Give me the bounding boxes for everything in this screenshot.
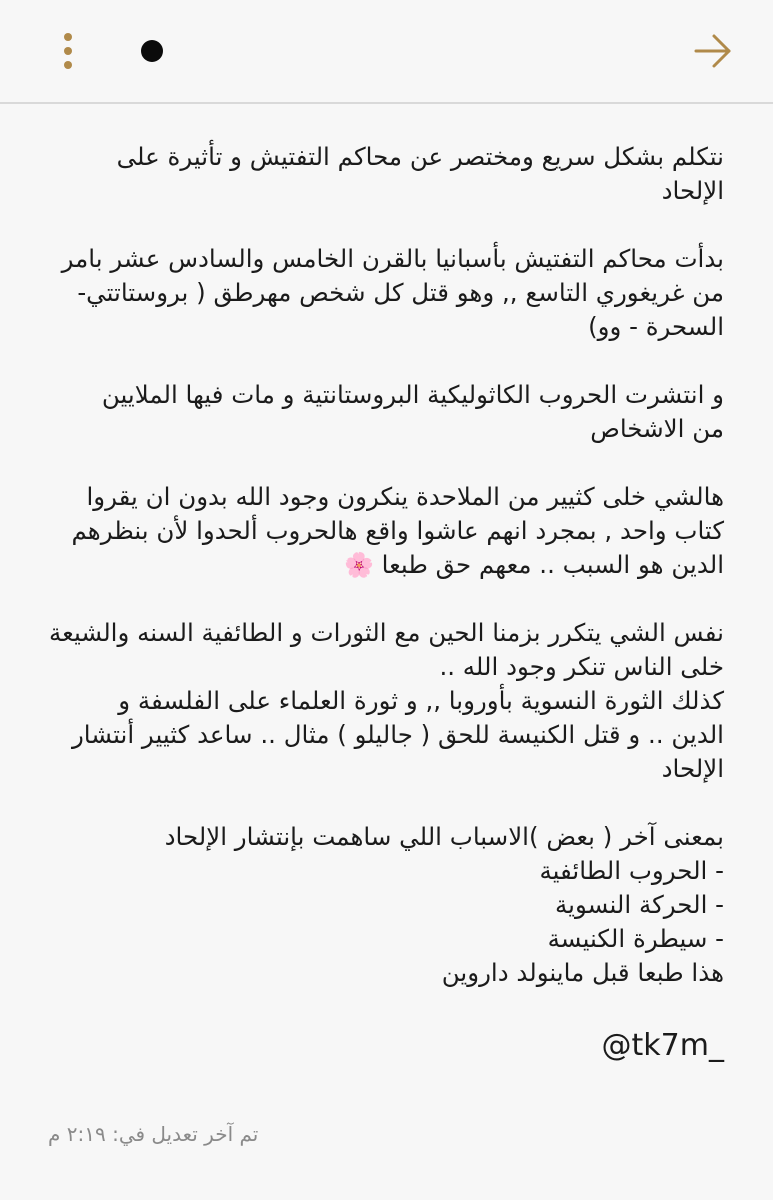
- last-edited-info: [48, 1122, 724, 1146]
- text-line: - الحروب الطائفية: [539, 856, 724, 885]
- text-line: و انتشرت الحروب الكاثوليكية البروستانتية و مات فيها الملايين: [101, 380, 724, 409]
- text-line: - سيطرة الكنيسة: [547, 924, 724, 953]
- text-line: كتاب واحد , بمجرد انهم عاشوا واقع هالحروب ألحدوا لأن بنظرهم: [71, 516, 724, 545]
- note-body[interactable]: [48, 140, 724, 1068]
- text-line: هذا طبعا قبل ماينولد داروين: [441, 958, 724, 987]
- last-edited-text: تم آخر تعديل في: ٢:١٩ م: [48, 1122, 259, 1146]
- paragraph: [48, 378, 724, 446]
- text-line: الدين .. و قتل الكنيسة للحق ( جاليلو ) مثال .. ساعد كثيير أنتشار: [71, 720, 724, 749]
- text-line: الإلحاد: [661, 754, 724, 783]
- text-line: خلى الناس تنكر وجود الله ..: [439, 652, 724, 681]
- paragraph: [48, 616, 724, 786]
- paragraph: [48, 242, 724, 344]
- text-line: الدين هو السبب .. معهم حق طبعا: [381, 550, 724, 579]
- paragraph: [48, 480, 724, 582]
- more-vert-icon: [64, 33, 72, 41]
- text-line: من الاشخاص: [590, 414, 724, 443]
- signature-handle: @tk7m_: [601, 1028, 724, 1063]
- black-dot-icon: [141, 40, 163, 62]
- text-line: - الحركة النسوية: [555, 890, 724, 919]
- text-line: من غريغوري التاسع ,, وهو قتل كل شخص مهرطق ( بروستاتتي-: [77, 278, 724, 307]
- text-line: نتكلم بشكل سريع ومختصر عن محاكم التفتيش و تأثيرة على: [116, 142, 724, 171]
- cherry-blossom-emoji: 🌸: [343, 551, 374, 579]
- text-line: الإلحاد: [661, 176, 724, 205]
- arrow-forward-icon: [690, 28, 736, 74]
- more-vert-icon-dot: [64, 47, 72, 55]
- note-toolbar: [0, 0, 773, 104]
- more-vert-icon-dot: [64, 61, 72, 69]
- paragraph: [48, 140, 724, 208]
- text-line: كذلك الثورة النسوية بأوروبا ,, و ثورة العلماء على الفلسفة و: [118, 686, 724, 715]
- text-line-with-emoji: [48, 548, 724, 582]
- text-line: السحرة - وو): [588, 312, 724, 341]
- text-line: بدأت محاكم التفتيش بأسبانيا بالقرن الخامس والسادس عشر بامر: [61, 244, 724, 273]
- text-line: هالشي خلى كثيير من الملاحدة ينكرون وجود الله بدون ان يقروا: [86, 482, 724, 511]
- more-options-button[interactable]: [52, 28, 84, 74]
- text-line: نفس الشي يتكرر بزمنا الحين مع الثورات و الطائفية السنه والشيعة: [49, 618, 724, 647]
- text-line: بمعنى آخر ( بعض )الاسباب اللي ساهمت بإنتشار الإلحاد: [164, 822, 724, 851]
- paragraph: [48, 820, 724, 990]
- back-button[interactable]: [690, 28, 736, 74]
